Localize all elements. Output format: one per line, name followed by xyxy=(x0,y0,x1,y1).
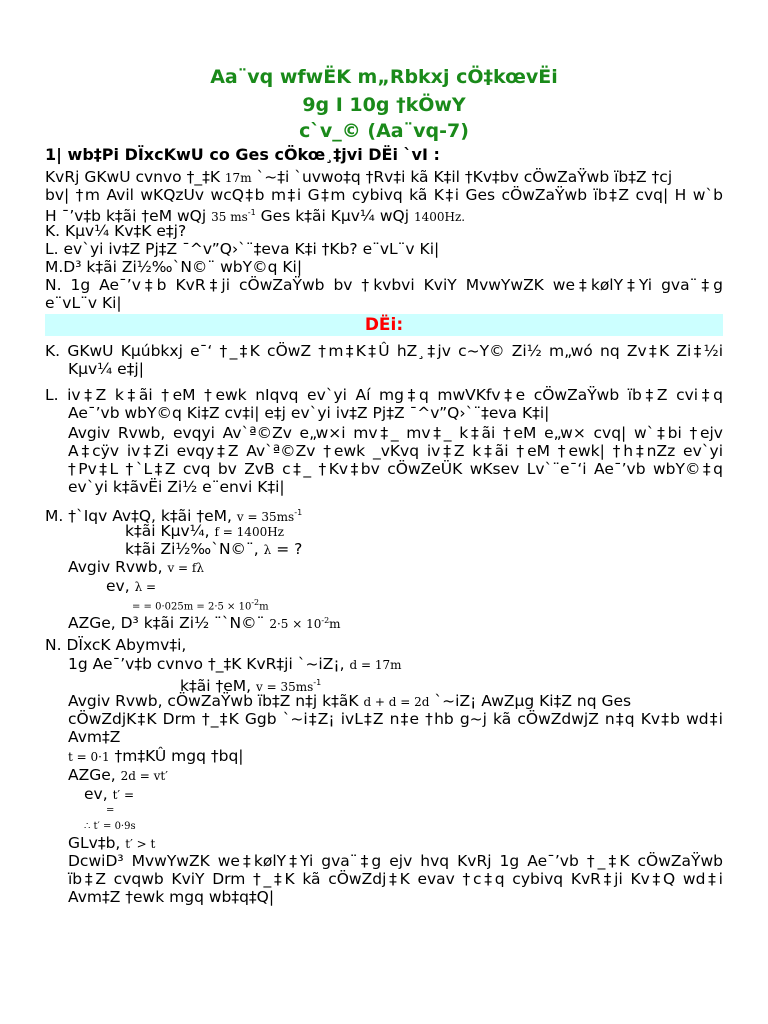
answer-n-line: DcwiD³ MvwYwZK we‡kølY‡Yi gva¨‡g ejv hvq KvRj 1g Ae¯’vb †_‡K cÖwZaŸwb xyxy=(68,852,723,870)
answer-n-line: 1g Ae¯’v‡b cvnvo †_‡K KvR‡ji `~iZ¡, d = 17m xyxy=(68,655,402,673)
answer-heading: DËi: xyxy=(45,314,723,336)
answer-k-line: Kµv¼ e‡j| xyxy=(68,360,144,378)
question-stem-line: H ¯’v‡b k‡ãi †eM wQj 35 $ms^{-1}$ Ges k‡ãi Kµv¼ wQj 1400Hz. xyxy=(45,207,466,226)
answer-n-line: Avm‡Z †ewk mgq wb‡q‡Q| xyxy=(68,888,275,906)
answer-n-line: t = 0·1 †m‡KÛ mgq †bq| xyxy=(68,747,244,765)
answer-n-line: ïb‡Z cvqwb KviY Drm †_‡K kã cÖwZdj‡K evav †c‡q cybivq KvR‡ji Kv‡Q wd‡i xyxy=(68,870,723,888)
answer-k-line: K. GKwU Kµúbkxj e¯‘ †_‡K cÖwZ †m‡K‡Û hZ¸‡jv c~Y© Zi½ m„wó nq Zv‡K Zi‡½i xyxy=(45,342,723,360)
question-stem-line: bv| †m Avil wKQzUv wcQ‡b m‡i G‡m cybivq kã K‡i Ges cÖwZaŸwb ïb‡Z cvq| H w`b xyxy=(45,186,723,204)
answer-m-line: M. †`Iqv Av‡Q, k‡ãi †eM, $v = 35ms^{-1}$ xyxy=(45,507,303,526)
answer-l-line: ev`yi k‡ãvËi Zi½ e¨envi K‡i| xyxy=(68,478,285,496)
answer-m-calc: = = $0\cdot 025m = 2\cdot 5 \times 10^{-2}m$ xyxy=(132,598,269,613)
answer-n-calc: = xyxy=(106,805,115,816)
answer-n-line: Avgiv Rvwb, cÖwZaŸwb ïb‡Z n‡j k‡ãK d + d = 2d `~iZ¡ AwZµg Ki‡Z nq Ges xyxy=(68,692,632,710)
question-title: 1| wb‡Pi DÏxcKwU co Ges cÖkœ¸‡jvi DËi `vI : xyxy=(45,145,440,164)
answer-n-line: GLv‡b, t′ > t xyxy=(68,834,156,852)
answer-m-result: AZGe, D³ k‡ãi Zi½ ¨`N©¨ $2\cdot 5 \times 10^{-2}m$ xyxy=(68,614,341,632)
answer-m-line: Avgiv Rvwb, v = fλ xyxy=(68,558,204,576)
header-chapter: c`v_© (Aa¨vq-7) xyxy=(299,120,469,142)
answer-l-line: A‡cÿv iv‡Zi evqy‡Z Av`ª©Zv †ewk _vKvq iv‡Z k‡ãi †eM †ewk| †h‡nZz ev`yi xyxy=(68,442,723,460)
answer-m-line: ev, λ = xyxy=(106,577,157,595)
answer-l-line: Avgiv Rvwb, evqyi Av`ª©Zv e„w×i mv‡_ mv‡_ k‡ãi †eM e„w× cvq| w`‡bi †ejv xyxy=(68,424,723,442)
header-class: 9g I 10g †kÖwY xyxy=(302,94,466,116)
question-part-k: K. Kµv¼ Kv‡K e‡j? xyxy=(45,222,187,240)
answer-l-line: †Pv‡L †`L‡Z cvq bv ZvB c‡_ †Kv‡bv cÖwZeÜK wKsev Lv`¨e¯‘i Ae¯’vb wbY©‡q xyxy=(68,460,723,478)
answer-m-line: k‡ãi Zi½‰`N©¨, λ = ? xyxy=(125,540,303,558)
header-title: Aa¨vq wfwËK m„Rbkxj cÖ‡kœvËi xyxy=(210,66,558,88)
answer-l-line: L. iv‡Z k‡ãi †eM †ewk nIqvq ev`yi Aí mg‡q mwVKfv‡e cÖwZaŸwb ïb‡Z cvi‡q xyxy=(45,386,723,404)
question-part-l: L. ev`yi iv‡Z Pj‡Z ¯^v”Q›`¨‡eva K‡i †Kb? e¨vL¨v Ki| xyxy=(45,240,440,258)
question-part-m: M.D³ k‡ãi Zi½‰`N©¨ wbY©q Ki| xyxy=(45,258,303,276)
answer-n-line: Avm‡Z xyxy=(68,728,121,746)
question-stem-line: KvRj GKwU cvnvo †_‡K 17m `~‡i `uvwo‡q †Rv‡i kã K‡il †Kv‡bv cÖwZaŸwb ïb‡Z †cj xyxy=(45,168,673,186)
answer-l-line: Ae¯’vb wbY©q Ki‡Z cv‡i| e‡j ev`yi iv‡Z Pj‡Z ¯^v”Q›`¨‡eva K‡i| xyxy=(68,404,550,422)
answer-m-line: k‡ãi Kµv¼, f = 1400Hz xyxy=(125,522,284,540)
answer-n-line: AZGe, 2d = vt′ xyxy=(68,766,168,784)
answer-n-calc: ∴ t′ = 0·9s xyxy=(84,821,136,832)
question-part-n-cont: e¨vL¨v Ki| xyxy=(45,294,122,312)
answer-n-line: cÖwZdjK‡K Drm †_‡K Ggb `~i‡Z¡ ivL‡Z n‡e †hb g~j kã cÖwZdwjZ n‡q Kv‡b wd‡i xyxy=(68,710,723,728)
answer-n-line: N. DÏxcK Abymv‡i, xyxy=(45,636,187,654)
answer-n-line: k‡ãi †eM, $v = 35ms^{-1}$ xyxy=(180,677,322,696)
question-part-n: N. 1g Ae¯’v‡b KvR‡ji cÖwZaŸwb bv †kvbvi KviY MvwYwZK we‡kølY‡Yi gva¨‡g xyxy=(45,276,723,294)
answer-n-line: ev, t′ = xyxy=(84,785,134,803)
